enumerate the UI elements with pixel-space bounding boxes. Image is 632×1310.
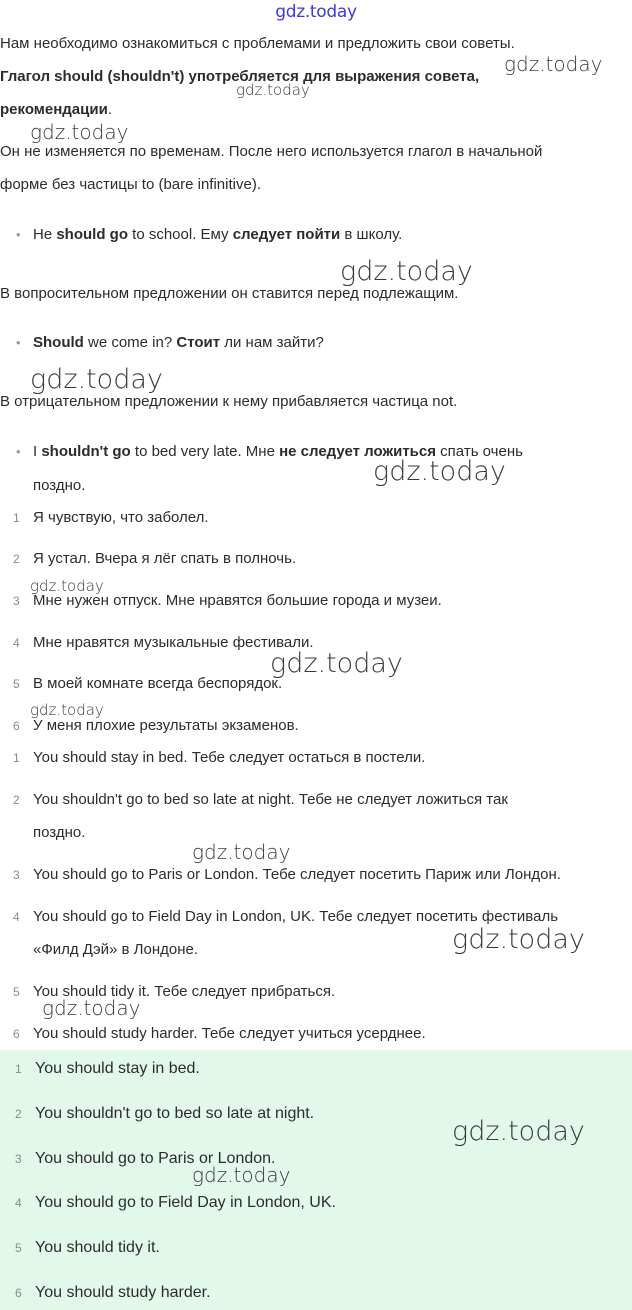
bullet-dot: •	[16, 335, 21, 350]
item-number: 6	[13, 719, 20, 733]
example-bold: Стоит	[176, 334, 221, 351]
example-plain: ли нам зайти?	[220, 334, 324, 351]
item-text: You should study harder.	[35, 1284, 211, 1301]
item-number: 6	[13, 1027, 20, 1041]
item-text: поздно.	[33, 824, 86, 841]
example-text	[33, 435, 623, 469]
item-number: 3	[15, 1152, 22, 1166]
example-text: поздно.	[33, 477, 86, 494]
item-number: 1	[15, 1062, 22, 1076]
watermark: gdz.today	[373, 456, 506, 487]
watermark: gdz.today	[30, 701, 104, 719]
item-number: 2	[15, 1107, 22, 1121]
example-plain: to bed very late. Мне	[130, 443, 280, 460]
item-text: В моей комнате всегда беспорядок.	[33, 675, 283, 692]
example-plain: to school. Ему	[128, 226, 233, 243]
bullet-dot: •	[16, 444, 21, 459]
item-number: 5	[13, 677, 20, 691]
item-text: «Филд Дэй» в Лондоне.	[33, 941, 198, 958]
rule-dot: .	[107, 101, 112, 118]
item-text: Я чувствую, что заболел.	[33, 509, 209, 526]
item-number: 4	[15, 1196, 22, 1210]
watermark: gdz.today	[452, 924, 585, 955]
item-text: You should go to Paris or London.	[35, 1150, 276, 1167]
rule-line-2	[0, 93, 630, 126]
rule-line-1: Глагол should (shouldn't) употребляется для выражения совета,	[0, 68, 480, 85]
item-text: You should tidy it.	[35, 1239, 160, 1256]
item-number: 2	[13, 793, 20, 807]
item-number: 4	[13, 636, 20, 650]
example-bold: shouldn't go	[41, 443, 131, 460]
example-plain: в школу.	[340, 226, 403, 243]
watermark: gdz.today	[192, 1163, 291, 1187]
watermark: gdz.today	[270, 648, 403, 679]
example-text	[33, 218, 623, 252]
watermark: gdz.today	[340, 256, 473, 287]
item-text: You shouldn't go to bed so late at night. Тебе не следует ложиться так	[33, 791, 508, 808]
watermark: gdz.today	[192, 840, 291, 864]
item-text: You shouldn't go to bed so late at night.	[35, 1105, 315, 1122]
item-text: You should tidy it. Тебе следует прибраться.	[33, 983, 336, 1000]
item-text: You should go to Paris or London. Тебе следует посетить Париж или Лондон.	[33, 866, 561, 883]
watermark: gdz.today	[30, 364, 163, 395]
rule-bold-text: рекомендации	[0, 101, 108, 118]
intro-line: Нам необходимо ознакомиться с проблемами и предложить свои советы.	[0, 35, 515, 52]
item-number: 4	[13, 910, 20, 924]
rule-line-3b: форме без частицы to (bare infinitive).	[0, 176, 261, 193]
item-number: 1	[13, 511, 20, 525]
site-logo[interactable]: gdz.today	[275, 2, 357, 22]
item-text: Я устал. Вчера я лёг спать в полночь.	[33, 550, 297, 567]
example-bold: следует пойти	[232, 226, 341, 243]
watermark: gdz.today	[504, 52, 603, 76]
question-rule: В вопросительном предложении он ставится перед подлежащим.	[0, 285, 459, 302]
item-number: 3	[13, 868, 20, 882]
item-number: 3	[13, 594, 20, 608]
example-text	[33, 326, 623, 360]
example-bold: Should	[33, 334, 84, 351]
negative-rule: В отрицательном предложении к нему прибавляется частица not.	[0, 393, 458, 410]
watermark: gdz.today	[30, 120, 129, 144]
example-bold: should go	[56, 226, 128, 243]
example-plain: Не	[33, 226, 57, 243]
item-number: 6	[15, 1286, 22, 1300]
example-plain: спать очень	[436, 443, 523, 460]
item-number: 5	[13, 985, 20, 999]
item-text: Мне нужен отпуск. Мне нравятся большие города и музеи.	[33, 592, 442, 609]
example-bold: не следует ложиться	[279, 443, 437, 460]
item-text: You should stay in bed. Тебе следует остаться в постели.	[33, 749, 426, 766]
item-text: You should stay in bed.	[35, 1060, 200, 1077]
watermark: gdz.today	[236, 81, 310, 99]
item-number: 1	[13, 751, 20, 765]
item-text: You should go to Field Day in London, UK.	[35, 1194, 336, 1211]
rule-line-3a: Он не изменяется по временам. После него используется глагол в начальной	[0, 143, 543, 160]
watermark: gdz.today	[30, 577, 104, 595]
example-plain: I	[33, 443, 42, 460]
item-number: 2	[13, 552, 20, 566]
item-text: У меня плохие результаты экзаменов.	[33, 717, 299, 734]
watermark: gdz.today	[42, 996, 141, 1020]
item-number: 5	[15, 1241, 22, 1255]
bullet-dot: •	[16, 227, 21, 242]
answers-block	[0, 1050, 632, 1310]
watermark: gdz.today	[452, 1116, 585, 1147]
item-text: You should go to Field Day in London, UK. Тебе следует посетить фестиваль	[33, 908, 559, 925]
item-text: You should study harder. Тебе следует учиться усерднее.	[33, 1025, 426, 1042]
example-plain: we come in?	[83, 334, 177, 351]
item-text: Мне нравятся музыкальные фестивали.	[33, 634, 314, 651]
